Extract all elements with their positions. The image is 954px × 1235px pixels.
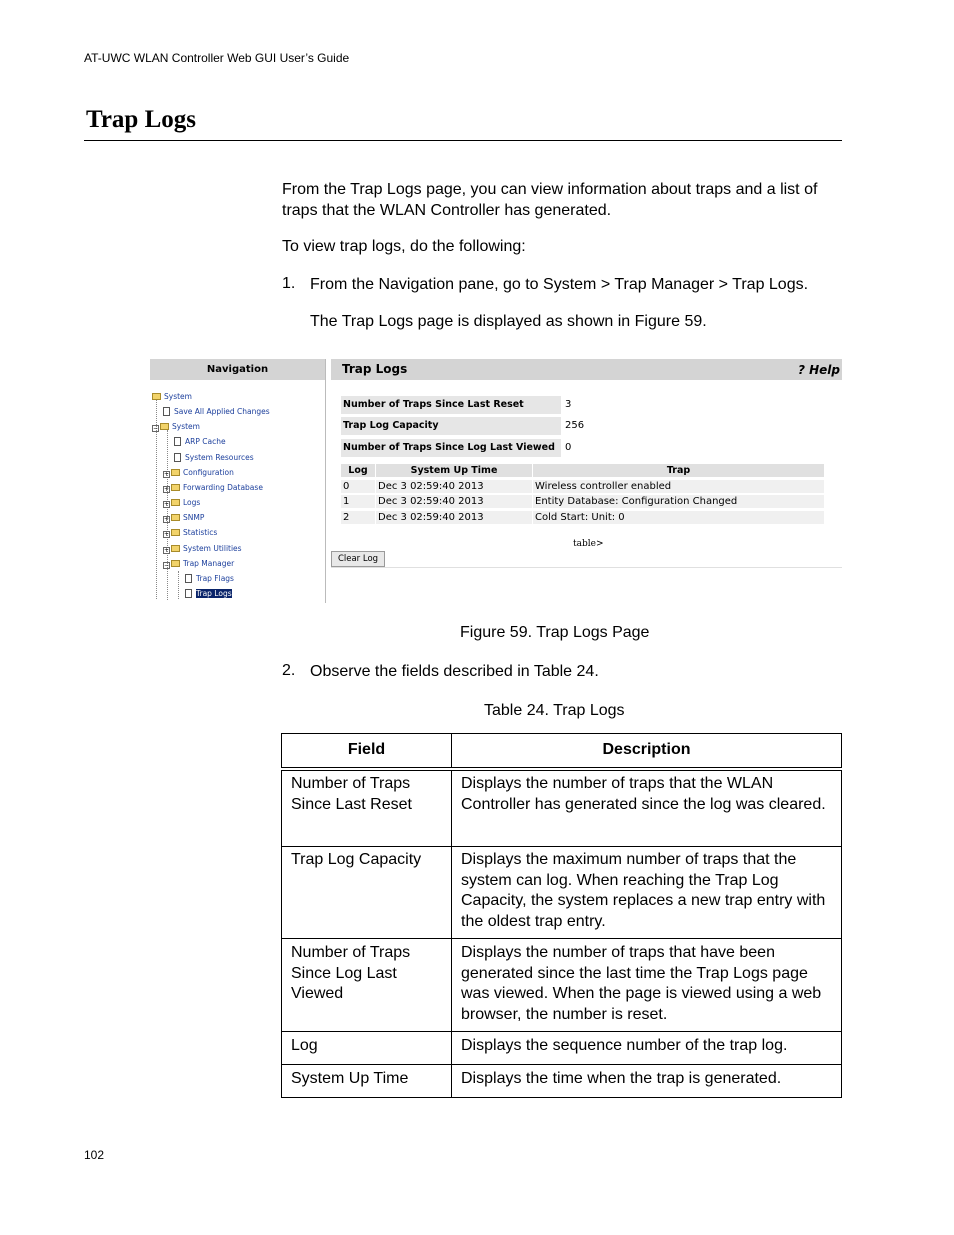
description-cell: Displays the maximum number of traps that the system can log. When reaching the Trap Log Capacity, the system replaces a new trap entry with the oldest trap entry. <box>452 847 842 939</box>
up-time-cell: Dec 3 02:59:40 2013 <box>376 480 532 493</box>
intro-paragraph: From the Trap Logs page, you can view information about traps and a list of traps that the WLAN Controller has generated. <box>282 181 818 219</box>
folder-open-icon <box>160 423 169 430</box>
field-cell: System Up Time <box>282 1065 452 1098</box>
summary-label-traps-since-reset: Number of Traps Since Last Reset <box>341 396 561 414</box>
table-caption: Table 24. Trap Logs <box>484 702 625 719</box>
folder-icon <box>171 499 180 506</box>
expand-icon[interactable]: + <box>164 486 170 493</box>
expand-icon[interactable]: + <box>164 471 170 478</box>
trap-logs-screenshot <box>150 359 842 603</box>
trap-cell: Cold Start: Unit: 0 <box>533 511 824 524</box>
field-column-header: Field <box>282 734 452 770</box>
field-cell: Number of Traps Since Log Last Viewed <box>282 939 452 1032</box>
nav-item-arp-cache[interactable]: ARP Cache <box>174 437 226 447</box>
step-1-text: From the Navigation pane, go to System > Trap Manager > Trap Logs. <box>310 276 809 293</box>
content-header-bar <box>331 359 842 380</box>
folder-icon <box>171 545 180 552</box>
nav-item-save-all-applied-changes[interactable]: Save All Applied Changes <box>163 407 270 417</box>
collapse-icon[interactable]: − <box>164 562 170 569</box>
trap-cell: Wireless controller enabled <box>533 480 824 493</box>
nav-item-system-utilities[interactable]: + System Utilities <box>164 544 242 554</box>
nav-item-system[interactable]: − System <box>153 422 200 432</box>
log-cell: 0 <box>341 480 375 493</box>
step-2-text: Observe the fields described in Table 24. <box>310 663 599 680</box>
running-header: AT-UWC WLAN Controller Web GUI User’s Guide <box>84 51 350 65</box>
summary-value-traps-since-viewed: 0 <box>565 442 572 453</box>
table-row <box>282 939 842 1032</box>
summary-value-trap-log-capacity: 256 <box>565 420 585 431</box>
summary-value-traps-since-reset: 3 <box>565 399 572 410</box>
nav-item-trap-manager[interactable]: − Trap Manager <box>164 559 235 569</box>
nav-item-system-root[interactable]: System <box>152 392 192 402</box>
log-cell: 1 <box>341 495 375 508</box>
page-icon <box>163 407 170 416</box>
description-cell: Displays the number of traps that the WLAN Controller has generated since the log was cleared. <box>452 769 842 847</box>
folder-open-icon <box>171 560 180 567</box>
content-title: Trap Logs <box>342 362 408 376</box>
nav-item-snmp[interactable]: + SNMP <box>164 513 205 523</box>
up-time-cell: Dec 3 02:59:40 2013 <box>376 495 532 508</box>
step-2-number: 2. <box>282 662 296 679</box>
page-icon <box>174 453 181 462</box>
nav-item-forwarding-database[interactable]: + Forwarding Database <box>164 483 263 493</box>
table-row <box>282 1065 842 1098</box>
log-cell: 2 <box>341 511 375 524</box>
procedure-intro: To view trap logs, do the following: <box>282 238 526 255</box>
nav-item-trap-flags[interactable]: Trap Flags <box>185 574 234 584</box>
log-column-header: Log <box>341 464 375 477</box>
clear-log-button[interactable]: Clear Log <box>331 551 385 567</box>
nav-item-configuration[interactable]: + Configuration <box>164 468 234 478</box>
nav-item-trap-logs[interactable]: Trap Logs <box>185 589 232 599</box>
navigation-pane <box>150 359 326 603</box>
folder-icon <box>171 469 180 476</box>
expand-icon[interactable]: + <box>164 516 170 523</box>
table-header-row <box>282 734 842 770</box>
page-icon <box>185 589 192 598</box>
section-title: Trap Logs <box>86 106 196 133</box>
table-row <box>282 1032 842 1065</box>
stray-markup-text: table> <box>573 539 604 549</box>
help-link[interactable]: ? Help <box>797 363 840 377</box>
step-1-result: The Trap Logs page is displayed as shown in Figure 59. <box>310 313 707 330</box>
folder-icon <box>171 514 180 521</box>
table-row <box>282 769 842 847</box>
page-icon <box>174 437 181 446</box>
content-divider <box>331 567 842 568</box>
description-cell: Displays the time when the trap is generated. <box>452 1065 842 1098</box>
up-time-cell: Dec 3 02:59:40 2013 <box>376 511 532 524</box>
page-icon <box>185 574 192 583</box>
nav-item-statistics[interactable]: + Statistics <box>164 528 218 538</box>
field-cell: Log <box>282 1032 452 1065</box>
trap-column-header: Trap <box>533 464 824 477</box>
folder-icon <box>152 393 161 400</box>
navigation-header: Navigation <box>150 359 325 380</box>
folder-icon <box>171 484 180 491</box>
field-cell: Trap Log Capacity <box>282 847 452 939</box>
expand-icon[interactable]: + <box>164 501 170 508</box>
collapse-icon[interactable]: − <box>153 425 159 432</box>
expand-icon[interactable]: + <box>164 531 170 538</box>
system-up-time-column-header: System Up Time <box>376 464 532 477</box>
summary-label-trap-log-capacity: Trap Log Capacity <box>341 417 561 435</box>
nav-item-logs[interactable]: + Logs <box>164 498 201 508</box>
step-1-number: 1. <box>282 275 296 292</box>
table-row <box>282 847 842 939</box>
nav-item-system-resources[interactable]: System Resources <box>174 453 254 463</box>
trap-logs-fields-table <box>281 733 842 1098</box>
field-cell: Number of Traps Since Last Reset <box>282 769 452 847</box>
description-column-header: Description <box>452 734 842 770</box>
folder-icon <box>171 529 180 536</box>
trap-cell: Entity Database: Configuration Changed <box>533 495 824 508</box>
title-rule <box>84 140 842 141</box>
description-cell: Displays the sequence number of the trap log. <box>452 1032 842 1065</box>
page-number: 102 <box>84 1148 105 1162</box>
figure-caption: Figure 59. Trap Logs Page <box>460 624 650 641</box>
summary-label-traps-since-viewed: Number of Traps Since Log Last Viewed <box>341 439 561 457</box>
tree-line <box>178 571 179 599</box>
description-cell: Displays the number of traps that have been generated since the last time the Trap Logs page was viewed. When the page is viewed using a web browser, the number is reset. <box>452 939 842 1032</box>
expand-icon[interactable]: + <box>164 547 170 554</box>
